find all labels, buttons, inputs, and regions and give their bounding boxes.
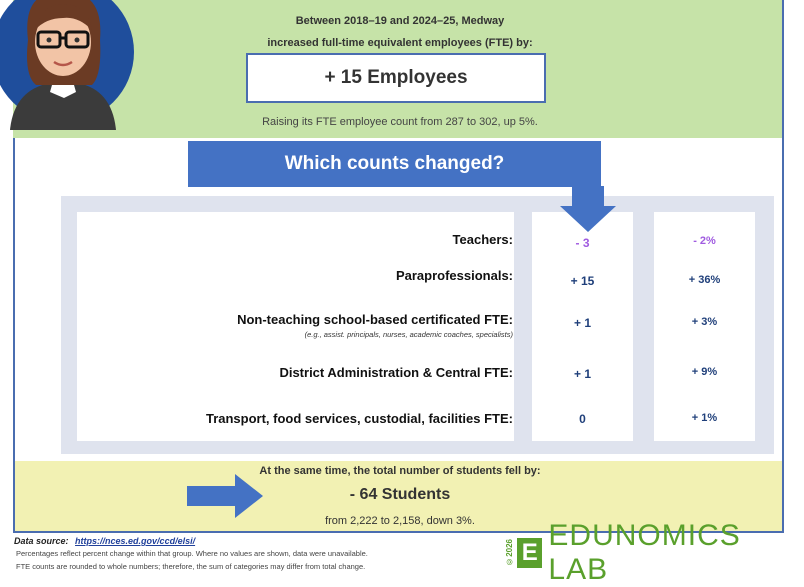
data-source-label: Data source: <box>14 536 69 546</box>
row-pct-paraprofessionals: + 36% <box>688 274 721 286</box>
row-label-paraprofessionals: Paraprofessionals: <box>395 268 513 283</box>
footnote-percentages: Percentages reflect percent change within that group. Where no values are shown, data were unavailable. <box>16 549 368 558</box>
footnote-rounding: FTE counts are rounded to whole numbers; therefore, the sum of categories may differ from total change. <box>16 562 366 571</box>
logo-wordmark: EDUNOMICS LAB <box>548 518 741 586</box>
row-pct-district-admin: + 9% <box>691 366 718 378</box>
row-label-teachers: Teachers: <box>452 232 513 247</box>
avatar <box>0 0 135 130</box>
logo-mark-icon: E <box>517 538 542 568</box>
employee-change-box <box>246 53 546 103</box>
question-text: Which counts changed? <box>284 153 505 174</box>
fte-note: Raising its FTE employee count from 287 to 302, up 5%. <box>262 116 538 128</box>
row-count-non-teaching: + 1 <box>573 316 591 330</box>
data-source-link[interactable]: https://nces.ed.gov/ccd/elsi/ <box>75 536 196 546</box>
right-arrow-icon <box>187 474 263 518</box>
row-count-transport: 0 <box>579 412 586 426</box>
students-intro: At the same time, the total number of students fell by: <box>259 465 541 477</box>
employee-change-value: + 15 Employees <box>324 67 468 88</box>
row-sublabel-non-teaching: (e.g., assist. principals, nurses, academic coaches, specialists) <box>304 330 513 339</box>
row-label-transport: Transport, food services, custodial, facilities FTE: <box>205 411 513 426</box>
intro-text <box>200 10 600 54</box>
down-arrow-icon <box>560 186 616 232</box>
row-pct-teachers: - 2% <box>693 235 716 247</box>
row-label-district-admin: District Administration & Central FTE: <box>279 365 513 380</box>
row-pct-non-teaching: + 3% <box>691 316 718 328</box>
copyright-text: ©2026 <box>505 539 514 566</box>
intro-line-2: increased full-time equivalent employees (FTE) by: <box>267 37 533 49</box>
question-banner <box>188 141 601 187</box>
edunomics-logo <box>505 518 804 586</box>
row-count-teachers: - 3 <box>575 236 590 250</box>
students-note: from 2,222 to 2,158, down 3%. <box>325 515 475 527</box>
row-label-non-teaching: Non-teaching school-based certificated FTE: <box>237 312 513 327</box>
row-count-district-admin: + 1 <box>573 367 591 381</box>
row-count-paraprofessionals: + 15 <box>570 274 595 288</box>
data-source <box>14 536 195 546</box>
students-change-value: - 64 Students <box>349 486 451 503</box>
row-pct-transport: + 1% <box>691 412 718 424</box>
intro-line-1: Between 2018–19 and 2024–25, Medway <box>295 15 505 27</box>
